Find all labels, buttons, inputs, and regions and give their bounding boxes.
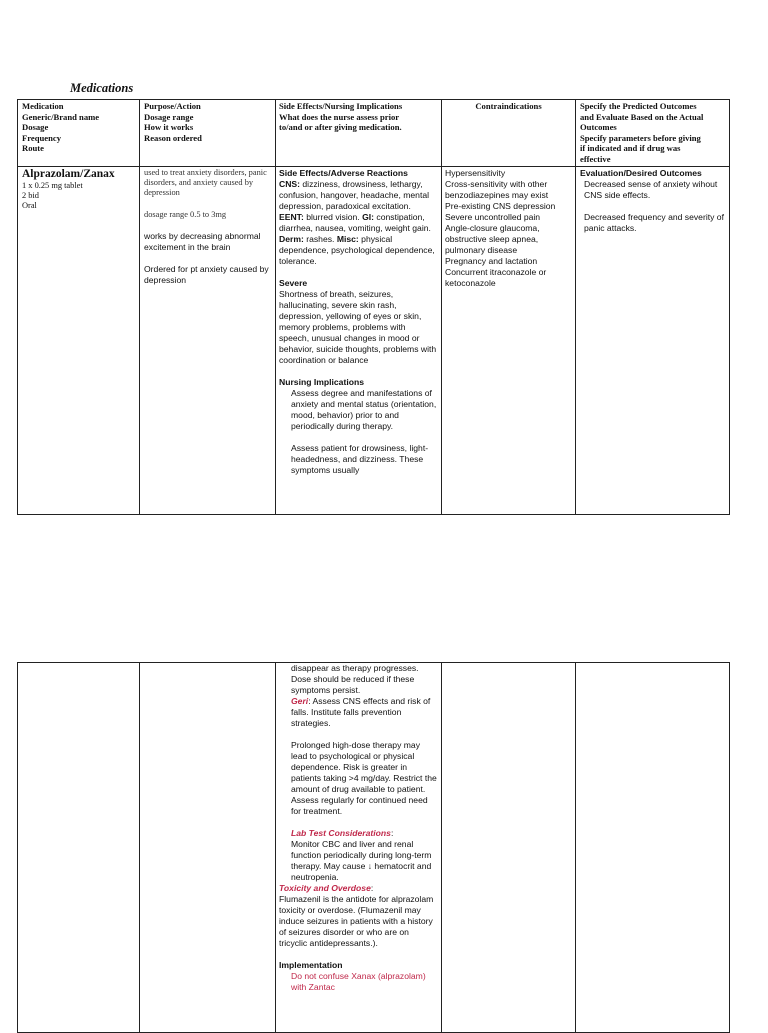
side-effects-cell: Side Effects/Adverse Reactions CNS: dizziness, drowsiness, lethargy, confusion, hangover, headache, mental depression, paradoxical excitation. EENT: blurred vision. GI: constipation, diarrhea, nausea, vomiting, weight gain. Derm: rashes. Misc: physical dependence, psychological dependence, tolerance. Severe Shortness of breath, seizures, hallucinating, severe skin rash, depression, yellowing of eyes or skin, memory problems, problems with speech, unusual changes in mood or behavior, suicide thoughts, problems with coordination or balance Nursing Implications Assess degree and manifestations of anxiety and mental status (orientation, mood, behavior) prior to and periodically during therapy. Assess patient for drowsiness, light-headedness, and dizziness. These symptoms usually xyxy=(276,166,442,514)
header-contraindications: Contraindications xyxy=(442,100,576,167)
medication-table xyxy=(17,99,730,515)
header-medication: Medication Generic/Brand name Dosage Frequency Route xyxy=(18,100,140,167)
header-purpose: Purpose/Action Dosage range How it works Reason ordered xyxy=(140,100,276,167)
header-side-effects: Side Effects/Nursing Implications What does the nurse assess prior to/and or after giving medication. xyxy=(276,100,442,167)
outcomes-cell: Evaluation/Desired Outcomes Decreased sense of anxiety wihout CNS side effects. Decreased frequency and severity of panic attacks. xyxy=(576,166,730,514)
cont-medication-cell xyxy=(18,663,140,1033)
header-outcomes: Specify the Predicted Outcomes and Evaluate Based on the Actual Outcomes Specify parameters before giving if indicated and if drug was effective xyxy=(576,100,730,167)
continuation-table xyxy=(17,662,730,1033)
medication-name: Alprazolam/Zanax xyxy=(22,167,115,180)
page-title: Medications xyxy=(70,81,134,95)
cont-purpose-cell xyxy=(140,663,276,1033)
cont-side-effects-cell: disappear as therapy progresses. Dose should be reduced if these symptoms persist. Geri: Assess CNS effects and risk of falls. Institute falls prevention strategies. Prolonged high-dose therapy may lead to psychological or physical dependence. Risk is greater in patients taking >4 mg/day. Restrict the amount of drug available to patient. Assess regularly for continued need for treatment. Lab Test Considerations: Monitor CBC and liver and renal function periodically during long-term therapy. May cause ↓ hematocrit and neutropenia. Toxicity and Overdose: Flumazenil is the antidote for alprazolam toxicity or overdose. (Flumazenil may induce seizures in patients with a history of seizures disorder or who are on tricyclic antidepressants.). Implementation Do not confuse Xanax (alprazolam) with Zantac xyxy=(276,663,442,1033)
cont-outcomes-cell xyxy=(576,663,730,1033)
medication-cell: Alprazolam/Zanax 1 x 0.25 mg tablet 2 bid Oral xyxy=(18,166,140,514)
contraindications-cell: Hypersensitivity Cross-sensitivity with other benzodiazepines may exist Pre-existing CNS depression Severe uncontrolled pain Angle-closure glaucoma, obstructive sleep apnea, pulmonary disease Pregnancy and lactation Concurrent itraconazole or ketoconazole xyxy=(442,166,576,514)
purpose-cell: used to treat anxiety disorders, panic disorders, and anxiety caused by depression dosage range 0.5 to 3mg works by decreasing abnormal excitement in the brain Ordered for pt anxiety caused by depression xyxy=(140,166,276,514)
cont-contraindications-cell xyxy=(442,663,576,1033)
